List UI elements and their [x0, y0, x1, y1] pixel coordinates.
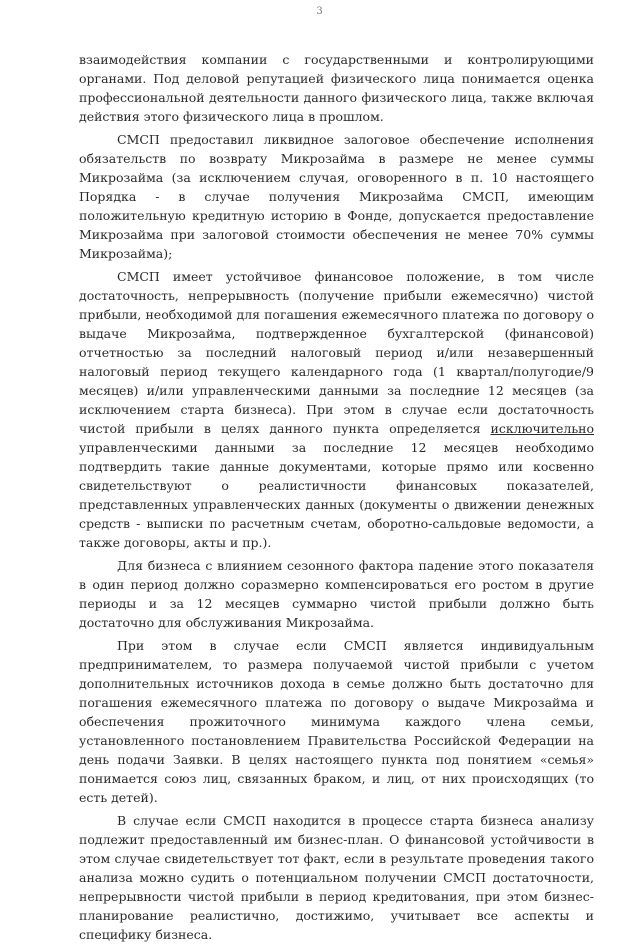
paragraph-individual-entrepreneur: При этом в случае если СМСП является индивидуальным предпринимателем, то размера получаемой чистой прибыли с учетом дополнительных источников дохода в семье должно быть достаточно для погашения ежемесячного платежа по договору о выдаче Микрозайма и обеспечения прожиточного минимума каждого члена семьи, установленного постановлением Правительства Российской Федерации на день подачи Заявки. В целях настоящего пункта под понятием «семья» понимается союз лиц, связанных браком, и лиц, от них происходящих (то есть детей).: [79, 638, 594, 805]
document-body: [79, 50, 594, 948]
paragraph-reputation: взаимодействия компании с государственными и контролирующими органами. Под деловой репутацией физического лица понимается оценка профессиональной деятельности данного физического лица, также включая действия этого физического лица в прошлом.: [79, 52, 594, 124]
underlined-word: исключительно: [490, 421, 594, 436]
paragraph-collateral: СМСП предоставил ликвидное залоговое обеспечение исполнения обязательств по возврату Микрозайма в размере не менее суммы Микрозайма (за исключением случая, оговоренного в п. 10 настоящего Порядка - в случае получения Микрозайма СМСП, имеющим положительную кредитную историю в Фонде, допускается предоставление Микрозайма при залоговой стоимости обеспечения не менее 70% суммы Микрозайма);: [79, 132, 594, 261]
paragraph-financial-position-part-2: управленческими данными за последние 12 месяцев необходимо подтвердить такие данные документами, которые прямо или косвенно свидетельствуют о реалистичности финансовых показателей, представленных управленческих данных (документы о движении денежных средств - выписки по расчетным счетам, оборотно-сальдовые ведомости, а также договоры, акты и пр.).: [79, 440, 594, 550]
page-number: 3: [316, 6, 323, 17]
paragraph-seasonal: Для бизнеса с влиянием сезонного фактора падение этого показателя в один период должно соразмерно компенсироваться его ростом в другие периоды и за 12 месяцев суммарно чистой прибыли должно быть достаточно для обслуживания Микрозайма.: [79, 558, 594, 630]
paragraph-financial-position-part-1: СМСП имеет устойчивое финансовое положение, в том числе достаточность, непрерывность (получение прибыли ежемесячно) чистой прибыли, необходимой для погашения ежемесячного платежа по договору о выдаче Микрозайма, подтвержденное бухгалтерской (финансовой) отчетностью за последний налоговый период и/или незавершенный налоговый период текущего календарного года (1 квартал/полугодие/9 месяцев) и/или управленческими данными за последние 12 месяцев (за исключением старта бизнеса). При этом в случае если достаточность чистой прибыли в целях данного пункта определяется: [79, 269, 594, 436]
paragraph-business-start: В случае если СМСП находится в процессе старта бизнеса анализу подлежит предоставленный им бизнес-план. О финансовой устойчивости в этом случае свидетельствует тот факт, если в результате проведения такого анализа можно судить о потенциальном получении СМСП достаточности, непрерывности чистой прибыли в период кредитования, при этом бизнес-планирование реалистично, достижимо, учитывает все аспекты и специфику бизнеса.: [79, 813, 594, 942]
paragraph-financial-position: [79, 267, 594, 552]
